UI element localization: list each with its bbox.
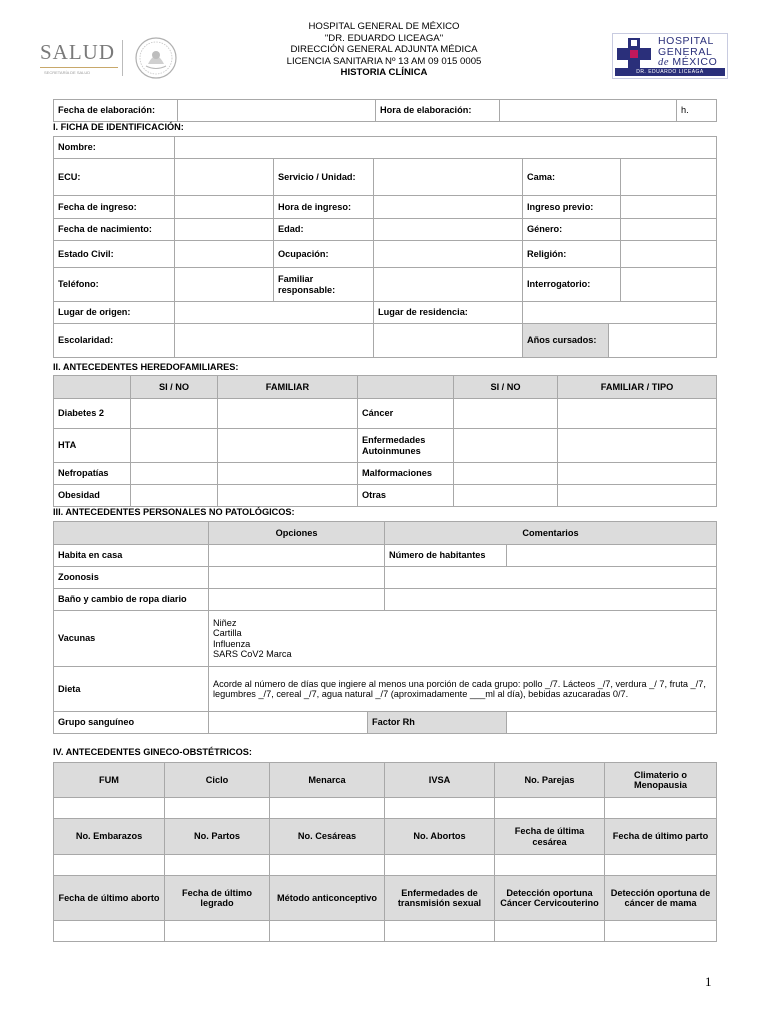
ultima-cesarea-header: Fecha de última cesárea [495,819,605,855]
ultimo-parto-header: Fecha de último parto [605,819,717,855]
fecha-elaboracion-field[interactable] [178,100,376,122]
grupo-sanguineo-label: Grupo sanguíneo [54,712,209,734]
no-patologicos-table [53,521,717,734]
logo-word-mexico-text: MÉXICO [672,56,718,68]
interrogatorio-field[interactable] [621,268,717,302]
hours-unit-label: h. [677,100,717,122]
header-comentarios: Comentarios [385,522,717,545]
logo-word-hospital: HOSPITAL [658,35,714,47]
otras-si-no-field[interactable] [454,485,558,507]
section-1-title: I. FICHA DE IDENTIFICACIÓN: [53,122,184,132]
edad-field[interactable] [374,219,523,241]
logo-bar: DR. EDUARDO LICEAGA [615,68,725,76]
section-4-title: IV. ANTECEDENTES GINECO-OBSTÉTRICOS: [53,747,252,757]
header-license: LICENCIA SANITARIA Nº 13 AM 09 015 0005 [286,55,482,67]
climaterio-field[interactable] [605,798,717,819]
cesareas-header: No. Cesáreas [270,819,385,855]
nefropatias-label: Nefropatías [54,463,131,485]
anos-cursados-field[interactable] [609,324,717,358]
obesidad-familiar-field[interactable] [218,485,358,507]
edad-label: Edad: [274,219,374,241]
parejas-field[interactable] [495,798,605,819]
zoonosis-label: Zoonosis [54,567,209,589]
embarazos-header: No. Embarazos [54,819,165,855]
cama-label: Cama: [523,159,621,196]
vacuna-sars-cov2: SARS CoV2 Marca [213,649,292,659]
hora-ingreso-label: Hora de ingreso: [274,196,374,219]
cancer-mama-header: Detección oportuna de cáncer de mama [605,876,717,921]
climaterio-header: Climaterio o Menopausia [605,763,717,798]
bano-comments-field[interactable] [385,589,717,611]
ultimo-parto-field[interactable] [605,855,717,876]
genero-field[interactable] [621,219,717,241]
grupo-sanguineo-field[interactable] [209,712,368,734]
servicio-field[interactable] [374,159,523,196]
genero-label: Género: [523,219,621,241]
ultimo-legrado-field[interactable] [165,921,270,942]
fum-header: FUM [54,763,165,798]
section-2-title: II. ANTECEDENTES HEREDOFAMILIARES: [53,362,239,372]
hospital-cross-icon [617,38,651,70]
religion-label: Religión: [523,241,621,268]
cacu-field[interactable] [495,921,605,942]
menarca-field[interactable] [270,798,385,819]
ultimo-aborto-field[interactable] [54,921,165,942]
cama-field[interactable] [621,159,717,196]
abortos-header: No. Abortos [385,819,495,855]
fum-field[interactable] [54,798,165,819]
vacuna-cartilla: Cartilla [213,628,242,638]
ivsa-header: IVSA [385,763,495,798]
header-familiar: FAMILIAR [218,376,358,399]
otras-familiar-field[interactable] [558,485,717,507]
hta-si-no-field[interactable] [131,429,218,463]
ultimo-aborto-header: Fecha de último aborto [54,876,165,921]
religion-field[interactable] [621,241,717,268]
cancer-familiar-field[interactable] [558,399,717,429]
obesidad-label: Obesidad [54,485,131,507]
factor-rh-field[interactable] [507,712,717,734]
lugar-residencia-field[interactable] [523,302,717,324]
header-opciones: Opciones [209,522,385,545]
logo-word-mexico [658,57,717,69]
num-habitantes-field[interactable] [507,545,717,567]
malformaciones-si-no-field[interactable] [454,463,558,485]
fecha-ingreso-field[interactable] [175,196,274,219]
elaboration-table [53,99,717,122]
parejas-header: No. Parejas [495,763,605,798]
fecha-elaboracion-label: Fecha de elaboración: [54,100,178,122]
diabetes-si-no-field[interactable] [131,399,218,429]
header-hospital-subname: "DR. EDUARDO LICEAGA" [324,32,444,44]
cancer-mama-field[interactable] [605,921,717,942]
ingreso-previo-label: Ingreso previo: [523,196,621,219]
telefono-field[interactable] [175,268,274,302]
autoinmunes-si-no-field[interactable] [454,429,558,463]
servicio-label: Servicio / Unidad: [274,159,374,196]
estado-civil-label: Estado Civil: [54,241,175,268]
hora-ingreso-field[interactable] [374,196,523,219]
cesareas-field[interactable] [270,855,385,876]
familiar-responsable-field[interactable] [374,268,523,302]
ocupacion-label: Ocupación: [274,241,374,268]
page-number: 1 [705,974,712,989]
bano-options-field[interactable] [209,589,385,611]
header-empty-cell-2 [358,376,454,399]
habita-label: Habita en casa [54,545,209,567]
anos-cursados-label: Años cursados: [523,324,609,358]
logo-word-de: de [658,57,673,68]
hta-familiar-field[interactable] [218,429,358,463]
ecu-label: ECU: [54,159,175,196]
interrogatorio-label: Interrogatorio: [523,268,621,302]
lugar-origen-field[interactable] [175,302,374,324]
cacu-header: Detección oportuna Cáncer Cervicouterino [495,876,605,921]
cancer-si-no-field[interactable] [454,399,558,429]
zoonosis-comments-field[interactable] [385,567,717,589]
lugar-origen-label: Lugar de origen: [54,302,175,324]
fecha-ingreso-label: Fecha de ingreso: [54,196,175,219]
factor-rh-label: Factor Rh [368,712,507,734]
nefropatias-familiar-field[interactable] [218,463,358,485]
familiar-responsable-label: Familiar responsable: [274,268,374,302]
diabetes-label: Diabetes 2 [54,399,131,429]
partos-header: No. Partos [165,819,270,855]
abortos-field[interactable] [385,855,495,876]
ets-header: Enfermedades de transmisión sexual [385,876,495,921]
logo-word-general: GENERAL [658,45,713,58]
hora-elaboracion-label: Hora de elaboración: [376,100,500,122]
ocupacion-field[interactable] [374,241,523,268]
ultimo-legrado-header: Fecha de último legrado [165,876,270,921]
vacuna-ninez: Niñez [213,617,237,628]
habita-field[interactable] [209,545,385,567]
nefropatias-si-no-field[interactable] [131,463,218,485]
malformaciones-familiar-field[interactable] [558,463,717,485]
vacunas-field[interactable] [209,611,717,667]
dieta-field[interactable]: Acorde al número de días que ingiere al menos una porción de cada grupo: pollo _/7. Lácteos _/7, verdura _/ 7, fruta _/7, legumbres _/7, cereal _/7, agua natural _/7 (aproximadamente ___ml al día), bebidas azucaradas 0/7. [209,667,717,712]
estado-civil-field[interactable] [175,241,274,268]
header-empty-cell [54,376,131,399]
salud-subtitle: SECRETARÍA DE SALUD [44,70,91,75]
diabetes-familiar-field[interactable] [218,399,358,429]
malformaciones-label: Malformaciones [358,463,454,485]
cancer-label: Cáncer [358,399,454,429]
header-direction: DIRECCIÓN GENERAL ADJUNTA MÉDICA [290,44,478,55]
ciclo-header: Ciclo [165,763,270,798]
partos-field[interactable] [165,855,270,876]
salud-wordmark: SALUD [40,40,116,64]
identification-table [53,136,717,358]
escolaridad-extra-field[interactable] [374,324,523,358]
ivsa-field[interactable] [385,798,495,819]
nombre-label: Nombre: [54,137,175,159]
header-empty-cell-3 [54,522,209,545]
num-habitantes-label: Número de habitantes [385,545,507,567]
vacuna-influenza: Influenza [213,638,251,649]
dieta-label: Dieta [54,667,209,712]
telefono-label: Teléfono: [54,268,175,302]
escolaridad-field[interactable] [175,324,374,358]
header-familiar-tipo: FAMILIAR / TIPO [558,376,717,399]
escolaridad-label: Escolaridad: [54,324,175,358]
fecha-nacimiento-field[interactable] [175,219,274,241]
ciclo-field[interactable] [165,798,270,819]
nombre-field[interactable] [175,137,717,159]
autoinmunes-label: Enfermedades Autoinmunes [358,429,454,463]
fecha-nacimiento-label: Fecha de nacimiento: [54,219,175,241]
hora-elaboracion-field[interactable] [500,100,677,122]
section-3-title: III. ANTECEDENTES PERSONALES NO PATOLÓGICOS: [53,507,295,517]
header-hospital-name: HOSPITAL GENERAL DE MÉXICO [308,21,460,32]
metodo-anticonceptivo-field[interactable] [270,921,385,942]
hta-label: HTA [54,429,131,463]
autoinmunes-familiar-field[interactable] [558,429,717,463]
vacunas-label: Vacunas [54,611,209,667]
header-si-no: SI / NO [131,376,218,399]
obesidad-si-no-field[interactable] [131,485,218,507]
zoonosis-options-field[interactable] [209,567,385,589]
lugar-residencia-label: Lugar de residencia: [374,302,523,324]
metodo-anticonceptivo-header: Método anticonceptivo [270,876,385,921]
menarca-header: Menarca [270,763,385,798]
bano-label: Baño y cambio de ropa diario [54,589,209,611]
heredofamiliares-table [53,375,717,507]
header-si-no-2: SI / NO [454,376,558,399]
gineco-obstetricos-table [53,762,717,942]
hospital-logo-text [658,36,717,69]
embarazos-field[interactable] [54,855,165,876]
otras-label: Otras [358,485,454,507]
ets-field[interactable] [385,921,495,942]
ingreso-previo-field[interactable] [621,196,717,219]
ecu-field[interactable] [175,159,274,196]
hospital-logo [612,33,728,79]
page-title: HISTORIA CLÍNICA [340,67,428,78]
ultima-cesarea-field[interactable] [495,855,605,876]
